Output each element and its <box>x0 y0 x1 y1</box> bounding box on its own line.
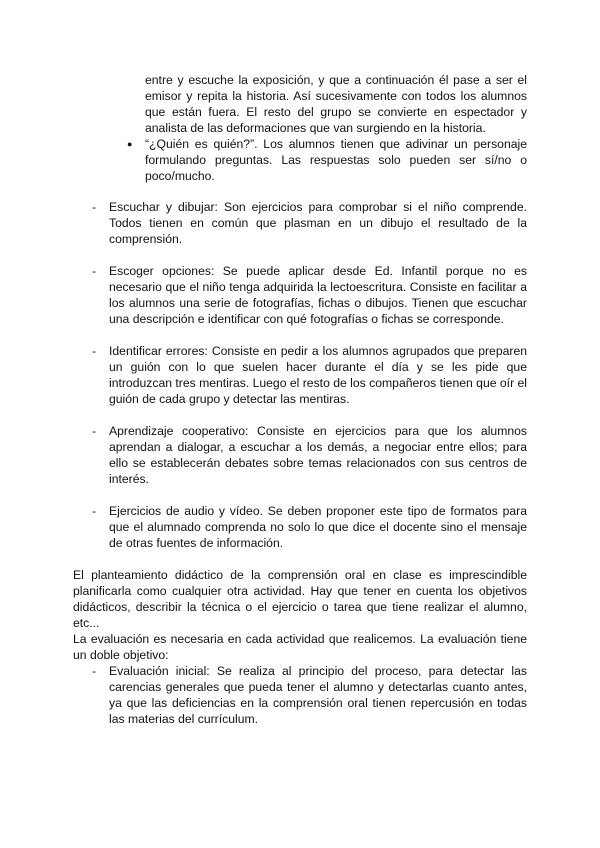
dash-marker: - <box>92 200 97 214</box>
text-line: necesario que el niño tenga adquirida la lectoescritura. Consiste en facilitar a <box>109 280 527 294</box>
text-line: que están fuera. El resto del grupo se convierte en espectador y <box>145 105 527 119</box>
text-line: Identificar errores: Consiste en pedir a los alumnos agrupados que preparen <box>109 344 527 358</box>
text-line: carencias generales que pueda tener el alumno y detectarlas cuanto antes, <box>109 680 527 694</box>
text-line: un doble objetivo: <box>73 648 169 662</box>
text-line: analista de las deformaciones que van surgiendo en la historia. <box>145 121 486 135</box>
text-line: Todos tienen en común que plasman en un dibujo el resultado de la <box>109 216 527 230</box>
bullet-marker: ● <box>127 139 133 149</box>
text-line: los alumnos una serie de fotografías, fichas o dibujos. Tienen que escuchar <box>109 296 527 310</box>
text-line: Escuchar y dibujar: Son ejercicios para comprobar si el niño comprende. <box>109 200 527 214</box>
text-line: poco/mucho. <box>145 169 215 183</box>
text-line: entre y escuche la exposición, y que a continuación él pase a ser el <box>145 73 527 87</box>
text-line: “¿Quién es quién?”. Los alumnos tienen que adivinar un personaje <box>145 137 527 151</box>
text-line: una descripción e identificar con qué fotografías o fichas se corresponde. <box>109 312 504 326</box>
text-line: La evaluación es necesaria en cada actividad que realicemos. La evaluación tiene <box>73 632 527 646</box>
text-line: El planteamiento didáctico de la comprensión oral en clase es imprescindible <box>73 568 527 582</box>
text-line: emisor y repita la historia. Así sucesivamente con todos los alumnos <box>145 89 527 103</box>
dash-marker: - <box>92 664 97 678</box>
text-line: comprensión. <box>109 232 183 246</box>
text-line: Evaluación inicial: Se realiza al principio del proceso, para detectar las <box>109 664 527 678</box>
text-line: Escoger opciones: Se puede aplicar desde Ed. Infantil porque no es <box>109 264 527 278</box>
text-line: introduzcan tres mentiras. Luego el resto de los compañeros tienen que oír el <box>109 376 527 390</box>
text-line: aprendan a dialogar, a escuchar a los demás, a negociar entre ellos; para <box>109 440 527 454</box>
text-line: etc... <box>73 616 100 630</box>
text-line: ya que las deficiencias en la comprensión oral tienen repercusión en todas <box>109 696 527 710</box>
text-line: interés. <box>109 472 149 486</box>
text-line: de otras fuentes de información. <box>109 536 284 550</box>
text-line: ello se establecerán debates sobre temas relacionados con sus centros de <box>109 456 527 470</box>
text-line: didácticos, describir la técnica o el ejercicio o tarea que tiene realizar el alumno, <box>73 600 527 614</box>
text-line: Aprendizaje cooperativo: Consiste en ejercicios para que los alumnos <box>109 424 527 438</box>
dash-marker: - <box>92 344 97 358</box>
text-line: que el alumnado comprenda no solo lo que dice el docente sino el mensaje <box>109 520 527 534</box>
dash-marker: - <box>92 504 97 518</box>
text-line: guión de cada grupo y detectar las mentiras. <box>109 392 350 406</box>
text-line: planificarla como cualquier otra actividad. Hay que tener en cuenta los objetivos <box>73 584 527 598</box>
text-line: las materias del currículum. <box>109 712 259 726</box>
dash-marker: - <box>92 424 97 438</box>
text-line: formulando preguntas. Las respuestas solo pueden ser sí/no o <box>145 153 527 167</box>
dash-marker: - <box>92 264 97 278</box>
text-line: Ejercicios de audio y vídeo. Se deben proponer este tipo de formatos para <box>109 504 527 518</box>
text-line: un guión con lo que suelen hacer durante el día y se les pide que <box>109 360 527 374</box>
